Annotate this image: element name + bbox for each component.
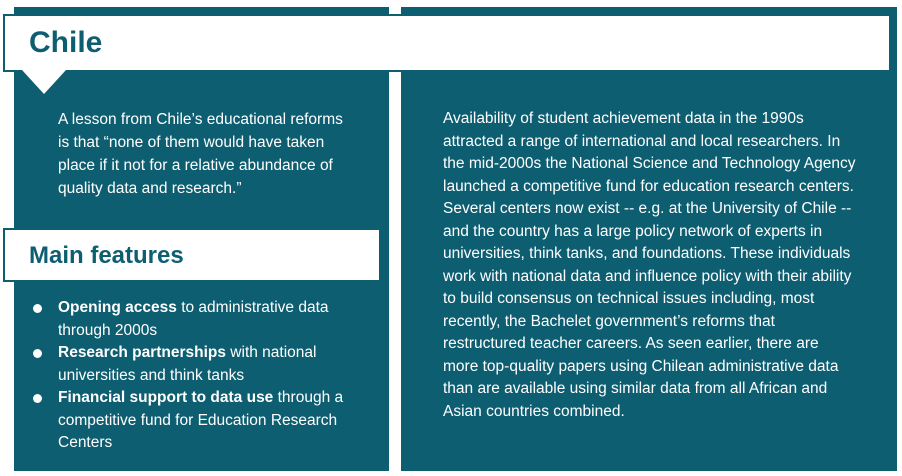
features-heading: Main features [29, 242, 184, 269]
title-banner [3, 14, 891, 72]
body-paragraph: Availability of student achievement data in the 1990s attracted a range of international and local researchers. In the mid-2000s the National Science and Technology Agency launched a competitive fund for education research centers. Several centers now exist -- e.g. at the University of Chile -- and the country has a large policy network of experts in universities, think tanks, and foundations. These individuals work with national data and influence policy with their ability to build consensus on technical issues including, most recently, the Bachelet government’s reforms that restructured teacher careers. As seen earlier, there are more top-quality papers using Chilean administrative data than are available using similar data from all African and Asian countries combined. [443, 110, 856, 420]
feature-rest: to administrative data through 2000s [58, 299, 329, 339]
bullet-icon [33, 394, 42, 403]
feature-bold: Opening access [58, 299, 177, 316]
page-title: Chile [29, 26, 103, 59]
list-item [32, 297, 362, 342]
quote-text: A lesson from Chile’s educational reforms is that “none of them would have taken place if it not for a relative abundance of quality data and research.” [58, 111, 343, 197]
feature-rest: with national universities and think tanks [58, 344, 317, 384]
bullet-icon [33, 304, 42, 313]
feature-list [32, 297, 362, 455]
feature-rest: through a competitive fund for Education Research Centers [58, 389, 344, 451]
list-item [32, 387, 362, 455]
features-banner [3, 228, 381, 282]
bullet-icon [33, 349, 42, 358]
list-item [32, 342, 362, 387]
feature-bold: Financial support to data use [58, 389, 274, 406]
title-pointer [22, 70, 66, 94]
feature-bold: Research partnerships [58, 344, 226, 361]
